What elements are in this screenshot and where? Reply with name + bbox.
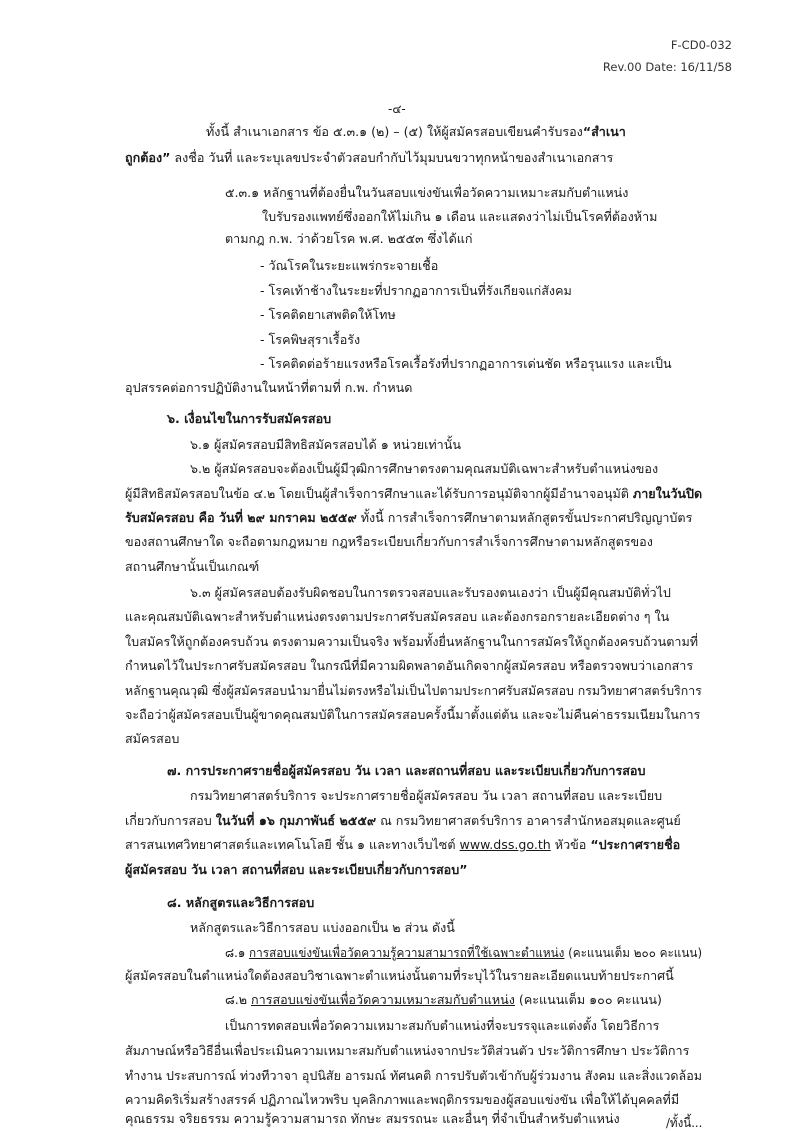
section-7-text-cont: สารสนเทศวิทยาศาสตร์และเทคโนโลยี ชั้น ๑ และทางเว็บไซต์	[125, 837, 460, 852]
clause-8-1-score: (คะแนนเต็ม ๒๐๐ คะแนน)	[564, 945, 703, 960]
section-8-intro: หลักสูตรและวิธีการสอบ แบ่งออกเป็น ๒ ส่วน ดังนี้	[190, 920, 455, 935]
clause-8-2-line: ความคิดริเริ่มสร้างสรรค์ ปฏิภาณไหวพริบ บุคลิกภาพและพฤติกรรมของผู้สอบแข่งขัน เพื่อให้ได้บุคคลที่มี	[125, 1092, 680, 1107]
section-7-line-3	[125, 839, 680, 852]
intro-text-end: ลงชื่อ วันที่ และระบุเลขประจำตัวสอบกำกับไว้มุมบนขวาทุกหน้าของสำเนาเอกสาร	[170, 150, 614, 165]
clause-8-2-line: คุณธรรม จริยธรรม ความรู้ความสามารถ ทักษะ สมรรถนะ และอื่นๆ ที่จำเป็นสำหรับตำแหน่ง	[125, 1111, 620, 1126]
intro-certify-text: “สำเนา	[582, 124, 626, 139]
clause-6-2-line-3	[125, 512, 692, 525]
intro-line-2	[125, 152, 613, 165]
section-7-location: ณ กรมวิทยาศาสตร์บริการ อาคารสำนักหอสมุดและศูนย์	[376, 813, 681, 828]
s531-line-1: ๕.๓.๑ หลักฐานที่ต้องยื่นในวันสอบแข่งขันเพื่อวัดความเหมาะสมกับตำแหน่ง	[225, 185, 629, 200]
s531-line-3: ตามกฎ ก.พ. ว่าด้วยโรค พ.ศ. ๒๕๕๓ ซึ่งได้แก่	[225, 231, 473, 246]
continuation-mark: /ทั้งนี้...	[665, 1115, 703, 1131]
clause-8-1-line-2: ผู้สมัครสอบในตำแหน่งใดต้องสอบวิชาเฉพาะตำแหน่งนั้นตามที่ระบุไว้ในรายละเอียดแนบท้ายประกาศนี้	[125, 968, 674, 983]
clause-8-1-number: ๘.๑	[225, 945, 250, 960]
s531-line-2: ใบรับรองแพทย์ซึ่งออกให้ไม่เกิน ๑ เดือน และแสดงว่าไม่เป็นโรคที่ต้องห้าม	[262, 209, 658, 224]
clause-8-2-number: ๘.๒	[225, 992, 252, 1007]
clause-6-2-line-1: ๖.๒ ผู้สมัครสอบจะต้องเป็นผู้มีวุฒิการศึกษาตรงตามคุณสมบัติเฉพาะสำหรับตำแหน่งของ	[190, 461, 659, 476]
section-7-text: เกี่ยวกับการสอบ	[125, 813, 216, 828]
clause-6-3-line: สมัครสอบ	[125, 731, 180, 746]
section-7-line-4: ผู้สมัครสอบ วัน เวลา สถานที่สอบ และระเบียบเกี่ยวกับการสอบ”	[125, 862, 468, 877]
announcement-date: ในวันที่ ๑๖ กุมภาพันธ์ ๒๕๕๙	[215, 813, 377, 828]
page-number: -๔-	[388, 102, 406, 116]
clause-6-2-line-2	[125, 488, 702, 501]
clause-6-1: ๖.๑ ผู้สมัครสอบมีสิทธิสมัครสอบได้ ๑ หน่วยเท่านั้น	[190, 437, 461, 452]
clause-6-2-line-5: สถานศึกษานั้นเป็นเกณฑ์	[125, 559, 260, 574]
form-code: F-CD0-032	[670, 38, 732, 52]
clause-6-2-text-cont: ทั้งนี้ การสำเร็จการศึกษาตามหลักสูตรขั้นประกาศปริญญาบัตร	[356, 510, 693, 525]
disease-item: - โรคเท้าช้างในระยะที่ปรากฏอาการเป็นที่รังเกียจแก่สังคม	[260, 283, 572, 298]
clause-8-2-score: (คะแนนเต็ม ๑๐๐ คะแนน)	[514, 992, 662, 1007]
clause-6-3-line: กำหนดไว้ในประกาศรับสมัครสอบ ในกรณีที่มีความผิดพลาดอันเกิดจากผู้สมัครสอบ หรือตรวจพบว่าเอกสาร	[125, 658, 694, 673]
clause-8-2	[225, 994, 662, 1007]
clause-8-1	[225, 947, 702, 960]
clause-6-3-line: จะถือว่าผู้สมัครสอบเป็นผู้ขาดคุณสมบัติในการสมัครสอบครั้งนี้มาตั้งแต่ต้น และจะไม่คืนค่าธรรมเนียมในการ	[125, 707, 701, 722]
clause-8-2-line: ทำงาน ประสบการณ์ ท่วงทีวาจา อุปนิสัย อารมณ์ ทัศนคติ การปรับตัวเข้ากับผู้ร่วมงาน สังคม และสิ่งแวดล้อม	[125, 1068, 703, 1083]
intro-certify-text-end: ถูกต้อง”	[125, 150, 171, 165]
revision-date: Rev.00 Date: 16/11/58	[602, 60, 732, 74]
clause-6-3-line: และคุณสมบัติเฉพาะสำหรับตำแหน่งตรงตามประกาศรับสมัครสอบ และต้องกรอกรายละเอียดต่าง ๆ ใน	[125, 609, 670, 624]
topic-label: หัวข้อ	[550, 837, 591, 852]
closing-date: รับสมัครสอบ คือ วันที่ ๒๙ มกราคม ๒๕๕๙	[125, 510, 357, 525]
clause-6-3-line: หลักฐานคุณวุฒิ ซึ่งผู้สมัครสอบนำมายื่นไม่ตรงหรือไม่เป็นไปตามประกาศรับสมัครสอบ กรมวิทยาศาสตร์บริการ	[125, 683, 702, 698]
clause-8-2-line: เป็นการทดสอบเพื่อวัดความเหมาะสมกับตำแหน่งที่จะบรรจุและแต่งตั้ง โดยวิธีการ	[225, 1018, 660, 1033]
intro-text: ทั้งนี้ สำเนาเอกสาร ข้อ ๕.๓.๑ (๒) – (๕) ให้ผู้สมัครสอบเขียนคำรับรอง	[206, 124, 583, 139]
section-7-line-2	[125, 815, 681, 828]
section-7-heading: ๗. การประกาศรายชื่อผู้สมัครสอบ วัน เวลา และสถานที่สอบ และระเบียบเกี่ยวกับการสอบ	[167, 763, 646, 778]
website-link[interactable]: www.dss.go.th	[459, 837, 551, 852]
disease-item: - โรคติดยาเสพติดให้โทษ	[260, 307, 396, 322]
disease-item: - โรคพิษสุราเรื้อรัง	[260, 332, 361, 347]
section-8-heading: ๘. หลักสูตรและวิธีการสอบ	[167, 895, 315, 910]
clause-6-2-deadline: ภายในวันปิด	[632, 486, 703, 501]
disease-item: - วัณโรคในระยะแพร่กระจายเชื้อ	[260, 258, 439, 273]
clause-8-2-line: สัมภาษณ์หรือวิธีอื่นเพื่อประเมินความเหมาะสมกับตำแหน่งจากประวัติส่วนตัว ประวัติการศึกษา ประวัติการ	[125, 1043, 690, 1058]
topic-title: “ประกาศรายชื่อ	[590, 837, 681, 852]
clause-6-2-text: ผู้มีสิทธิสมัครสอบในข้อ ๔.๒ โดยเป็นผู้สำเร็จการศึกษาและได้รับการอนุมัติจากผู้มีอำนาจอนุมัติ	[125, 486, 633, 501]
clause-6-3-line: ใบสมัครให้ถูกต้องครบถ้วน ตรงตามความเป็นจริง พร้อมทั้งยื่นหลักฐานในการสมัครให้ถูกต้องครบถ้วนตามที่	[125, 634, 699, 649]
clause-6-2-line-4: ของสถานศึกษาใด จะถือตามกฎหมาย กฎหรือระเบียบเกี่ยวกับการสำเร็จการศึกษาตามหลักสูตรของ	[125, 534, 653, 549]
section-7-line-1: กรมวิทยาศาสตร์บริการ จะประกาศรายชื่อผู้สมัครสอบ วัน เวลา สถานที่สอบ และระเบียบ	[190, 788, 663, 803]
s531-line-last: อุปสรรคต่อการปฏิบัติงานในหน้าที่ตามที่ ก.พ. กำหนด	[125, 380, 413, 395]
clause-8-2-title: การสอบแข่งขันเพื่อวัดความเหมาะสมกับตำแหน่ง	[251, 992, 515, 1007]
intro-line-1	[206, 126, 626, 139]
disease-item: - โรคติดต่อร้ายแรงหรือโรคเรื้อรังที่ปรากฏอาการเด่นชัด หรือรุนแรง และเป็น	[260, 356, 672, 371]
clause-8-1-title: การสอบแข่งขันเพื่อวัดความรู้ความสามารถที่ใช้เฉพาะตำแหน่ง	[249, 945, 565, 960]
clause-6-3-line: ๖.๓ ผู้สมัครสอบต้องรับผิดชอบในการตรวจสอบและรับรองตนเองว่า เป็นผู้มีคุณสมบัติทั่วไป	[190, 585, 671, 600]
section-6-heading: ๖. เงื่อนไขในการรับสมัครสอบ	[167, 411, 332, 426]
